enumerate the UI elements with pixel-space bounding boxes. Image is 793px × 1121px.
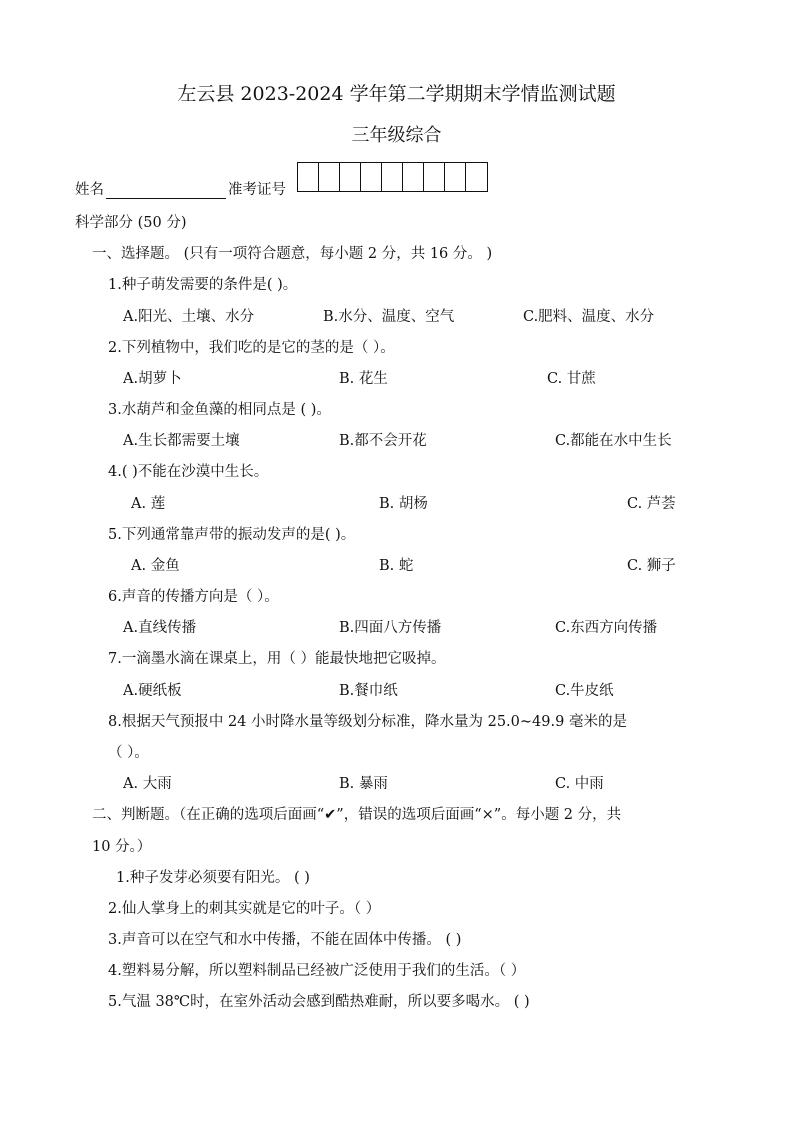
question-stem: 1.种子萌发需要的条件是( )。 xyxy=(108,277,298,293)
id-box xyxy=(466,163,487,191)
name-blank[interactable] xyxy=(106,184,226,199)
question-stem: 5.下列通常靠声带的振动发声的是( )。 xyxy=(108,527,356,543)
option-a: A. 大雨 xyxy=(123,776,172,792)
name-label: 姓名 xyxy=(75,182,104,198)
section-label: 科学部分 (50 分) xyxy=(75,215,187,231)
judgement-item: 3.声音可以在空气和水中传播，不能在固体中传播。 ( ) xyxy=(108,932,462,948)
option-b: B.水分、温度、空气 xyxy=(323,309,455,325)
option-c: C. 芦荟 xyxy=(627,496,676,512)
judgement-item: 4.塑料易分解，所以塑料制品已经被广泛使用于我们的生活。（ ） xyxy=(108,963,526,979)
option-c: C.肥料、温度、水分 xyxy=(523,309,655,325)
id-box xyxy=(361,163,382,191)
option-a: A.阳光、土壤、水分 xyxy=(123,309,255,325)
question-stem: 6.声音的传播方向是（ ）。 xyxy=(108,589,279,605)
option-c: C.都能在水中生长 xyxy=(555,433,672,449)
option-b: B.四面八方传播 xyxy=(339,620,442,636)
part2-heading: 二、判断题。（在正确的选项后面画“✔”，错误的选项后面画“×”。每小题 2 分，共 xyxy=(92,807,622,823)
option-a: A.生长都需要土壤 xyxy=(123,433,240,449)
id-box xyxy=(340,163,361,191)
exam-id-boxes[interactable] xyxy=(297,162,488,192)
option-a: A. 莲 xyxy=(131,496,166,512)
option-b: B. 蛇 xyxy=(379,558,414,574)
id-box xyxy=(403,163,424,191)
option-c: C. 狮子 xyxy=(627,558,676,574)
question-stem: 2.下列植物中，我们吃的是它的茎的是（ ）。 xyxy=(108,340,395,356)
option-b: B. 花生 xyxy=(339,371,388,387)
option-a: A.胡萝卜 xyxy=(123,371,182,387)
judgement-item: 5.气温 38℃时，在室外活动会感到酷热难耐，所以要多喝水。 ( ) xyxy=(108,994,530,1010)
option-b: B.都不会开花 xyxy=(339,433,427,449)
part2-heading-continued: 10 分。） xyxy=(92,839,152,855)
question-stem: 4.( )不能在沙漠中生长。 xyxy=(108,464,269,480)
question-stem: 7.一滴墨水滴在课桌上，用（ ）能最快地把它吸掉。 xyxy=(108,651,446,667)
part1-heading: 一、选择题。 (只有一项符合题意，每小题 2 分，共 16 分。 ) xyxy=(92,246,493,262)
id-box xyxy=(319,163,340,191)
id-box xyxy=(382,163,403,191)
exam-subtitle: 三年级综合 xyxy=(351,125,442,146)
option-a: A. 金鱼 xyxy=(131,558,180,574)
judgement-item: 1.种子发芽必须要有阳光。 ( ) xyxy=(116,870,310,886)
option-a: A.直线传播 xyxy=(123,620,197,636)
question-stem: 3.水葫芦和金鱼藻的相同点是 ( )。 xyxy=(108,402,331,418)
judgement-item: 2.仙人掌身上的刺其实就是它的叶子。（ ） xyxy=(108,901,381,917)
option-c: C.牛皮纸 xyxy=(555,683,614,699)
question-stem: 8.根据天气预报中 24 小时降水量等级划分标准，降水量为 25.0~49.9 毫米的是 xyxy=(108,714,627,730)
option-b: B. 暴雨 xyxy=(339,776,388,792)
option-b: B. 胡杨 xyxy=(379,496,428,512)
id-box xyxy=(445,163,466,191)
id-label: 准考证号 xyxy=(228,182,286,198)
option-a: A.硬纸板 xyxy=(123,683,182,699)
id-box xyxy=(424,163,445,191)
option-b: B.餐巾纸 xyxy=(339,683,398,699)
option-c: C. 中雨 xyxy=(555,776,604,792)
id-box xyxy=(298,163,319,191)
question-stem-continued: （ ）。 xyxy=(108,745,149,761)
student-info xyxy=(75,178,286,199)
option-c: C.东西方向传播 xyxy=(555,620,658,636)
exam-title: 左云县 2023-2024 学年第二学期期末学情监测试题 xyxy=(177,83,616,105)
option-c: C. 甘蔗 xyxy=(547,371,596,387)
